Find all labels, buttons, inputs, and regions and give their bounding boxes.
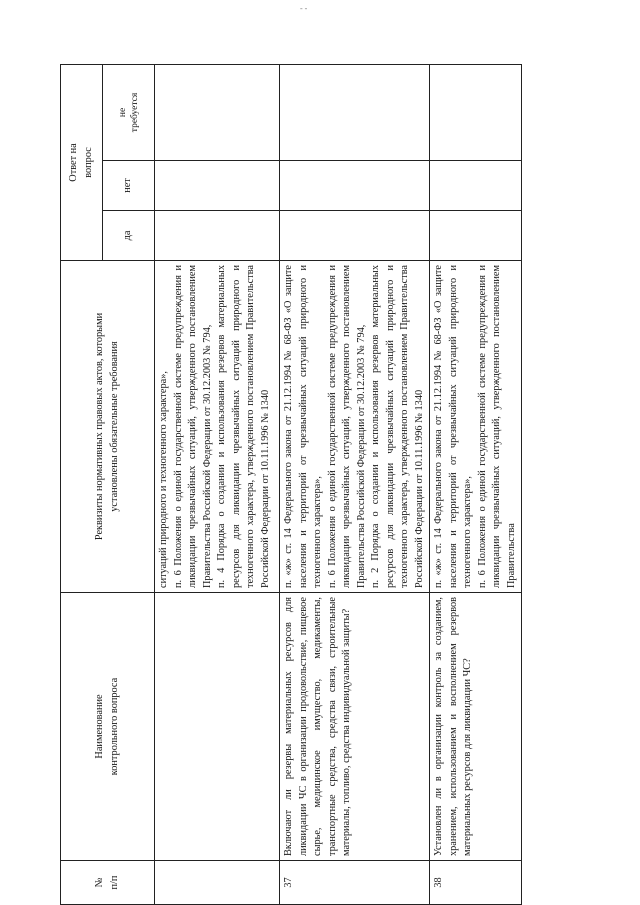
header-answer: Ответ на вопрос xyxy=(61,64,103,260)
answer-yes-cell[interactable] xyxy=(280,211,430,261)
answer-no-cell[interactable] xyxy=(430,161,522,211)
header-num: № п/п xyxy=(61,861,155,905)
table-row xyxy=(430,64,522,904)
scan-mark: - - xyxy=(300,4,308,13)
answer-no-cell[interactable] xyxy=(280,161,430,211)
header-row-1 xyxy=(61,64,103,904)
rotated-page xyxy=(60,65,517,905)
answer-yes-cell[interactable] xyxy=(155,211,280,261)
row-question: Установлен ли в организации контроль за созданием, хранением, использованием и восполнением резервов материальных ресурсов для ликвидации ЧС? xyxy=(430,593,522,861)
answer-na-cell[interactable] xyxy=(155,64,280,160)
row-requisites: п. «ж» ст. 14 Федерального закона от 21.12.1994 № 68-ФЗ «О защите населения и территорий от чрезвычайных ситуаций природного и техногенного характера», п. 6 Положения о единой государственной системе предупреждения и ликвидации чрезвычайных ситуаций, утвержденного постановлением Правительства Российской Федерации от 30.12.2003 № 794, п. 2 Порядка о создании и использования резервов материальных ресурсов для ликвидации чрезвычайных ситуаций природного и техногенного характера, утвержденного постановлением Правительства Российской Федерации от 10.11.1996 № 1340 xyxy=(280,261,430,593)
row-num: 38 xyxy=(430,861,522,905)
table-row xyxy=(155,64,280,904)
checklist-table xyxy=(60,64,522,905)
header-not-required: не требуется xyxy=(103,64,155,160)
header-requisites: Реквизиты нормативных правовых актов, которыми установлены обязательные требования xyxy=(61,261,155,593)
answer-yes-cell[interactable] xyxy=(430,211,522,261)
answer-na-cell[interactable] xyxy=(280,64,430,160)
row-question xyxy=(155,593,280,861)
answer-na-cell[interactable] xyxy=(430,64,522,160)
row-requisites: ситуаций природного и техногенного характера», п. 6 Положения о единой государственной системе предупреждения и ликвидации чрезвычайных ситуаций, утвержденного постановлением Правительства Российской Федерации от 30.12.2003 № 794, п. 4 Порядка о создании и использования резервов материальных ресурсов для ликвидации чрезвычайных ситуаций природного и техногенного характера, утвержденного постановлением Правительства Российской Федерации от 10.11.1996 № 1340 xyxy=(155,261,280,593)
row-requisites: п. «ж» ст. 14 Федерального закона от 21.12.1994 № 68-ФЗ «О защите населения и территорий от чрезвычайных ситуаций природного и техногенного характера», п. 6 Положения о единой государственной системе предупреждения и ликвидации чрезвычайных ситуаций, утвержденного постановлением Правительства xyxy=(430,261,522,593)
header-no: нет xyxy=(103,161,155,211)
row-num xyxy=(155,861,280,905)
table-row xyxy=(280,64,430,904)
answer-no-cell[interactable] xyxy=(155,161,280,211)
row-num: 37 xyxy=(280,861,430,905)
header-yes: да xyxy=(103,211,155,261)
header-question: Наименование контрольного вопроса xyxy=(61,593,155,861)
row-question: Включают ли резервы материальных ресурсов для ликвидации ЧС в организации продовольствие, пищевое сырье, медицинское имущество, медикаменты, транспортные средства, средства связи, строительные материалы, топливо, средства индивидуальной защиты? xyxy=(280,593,430,861)
